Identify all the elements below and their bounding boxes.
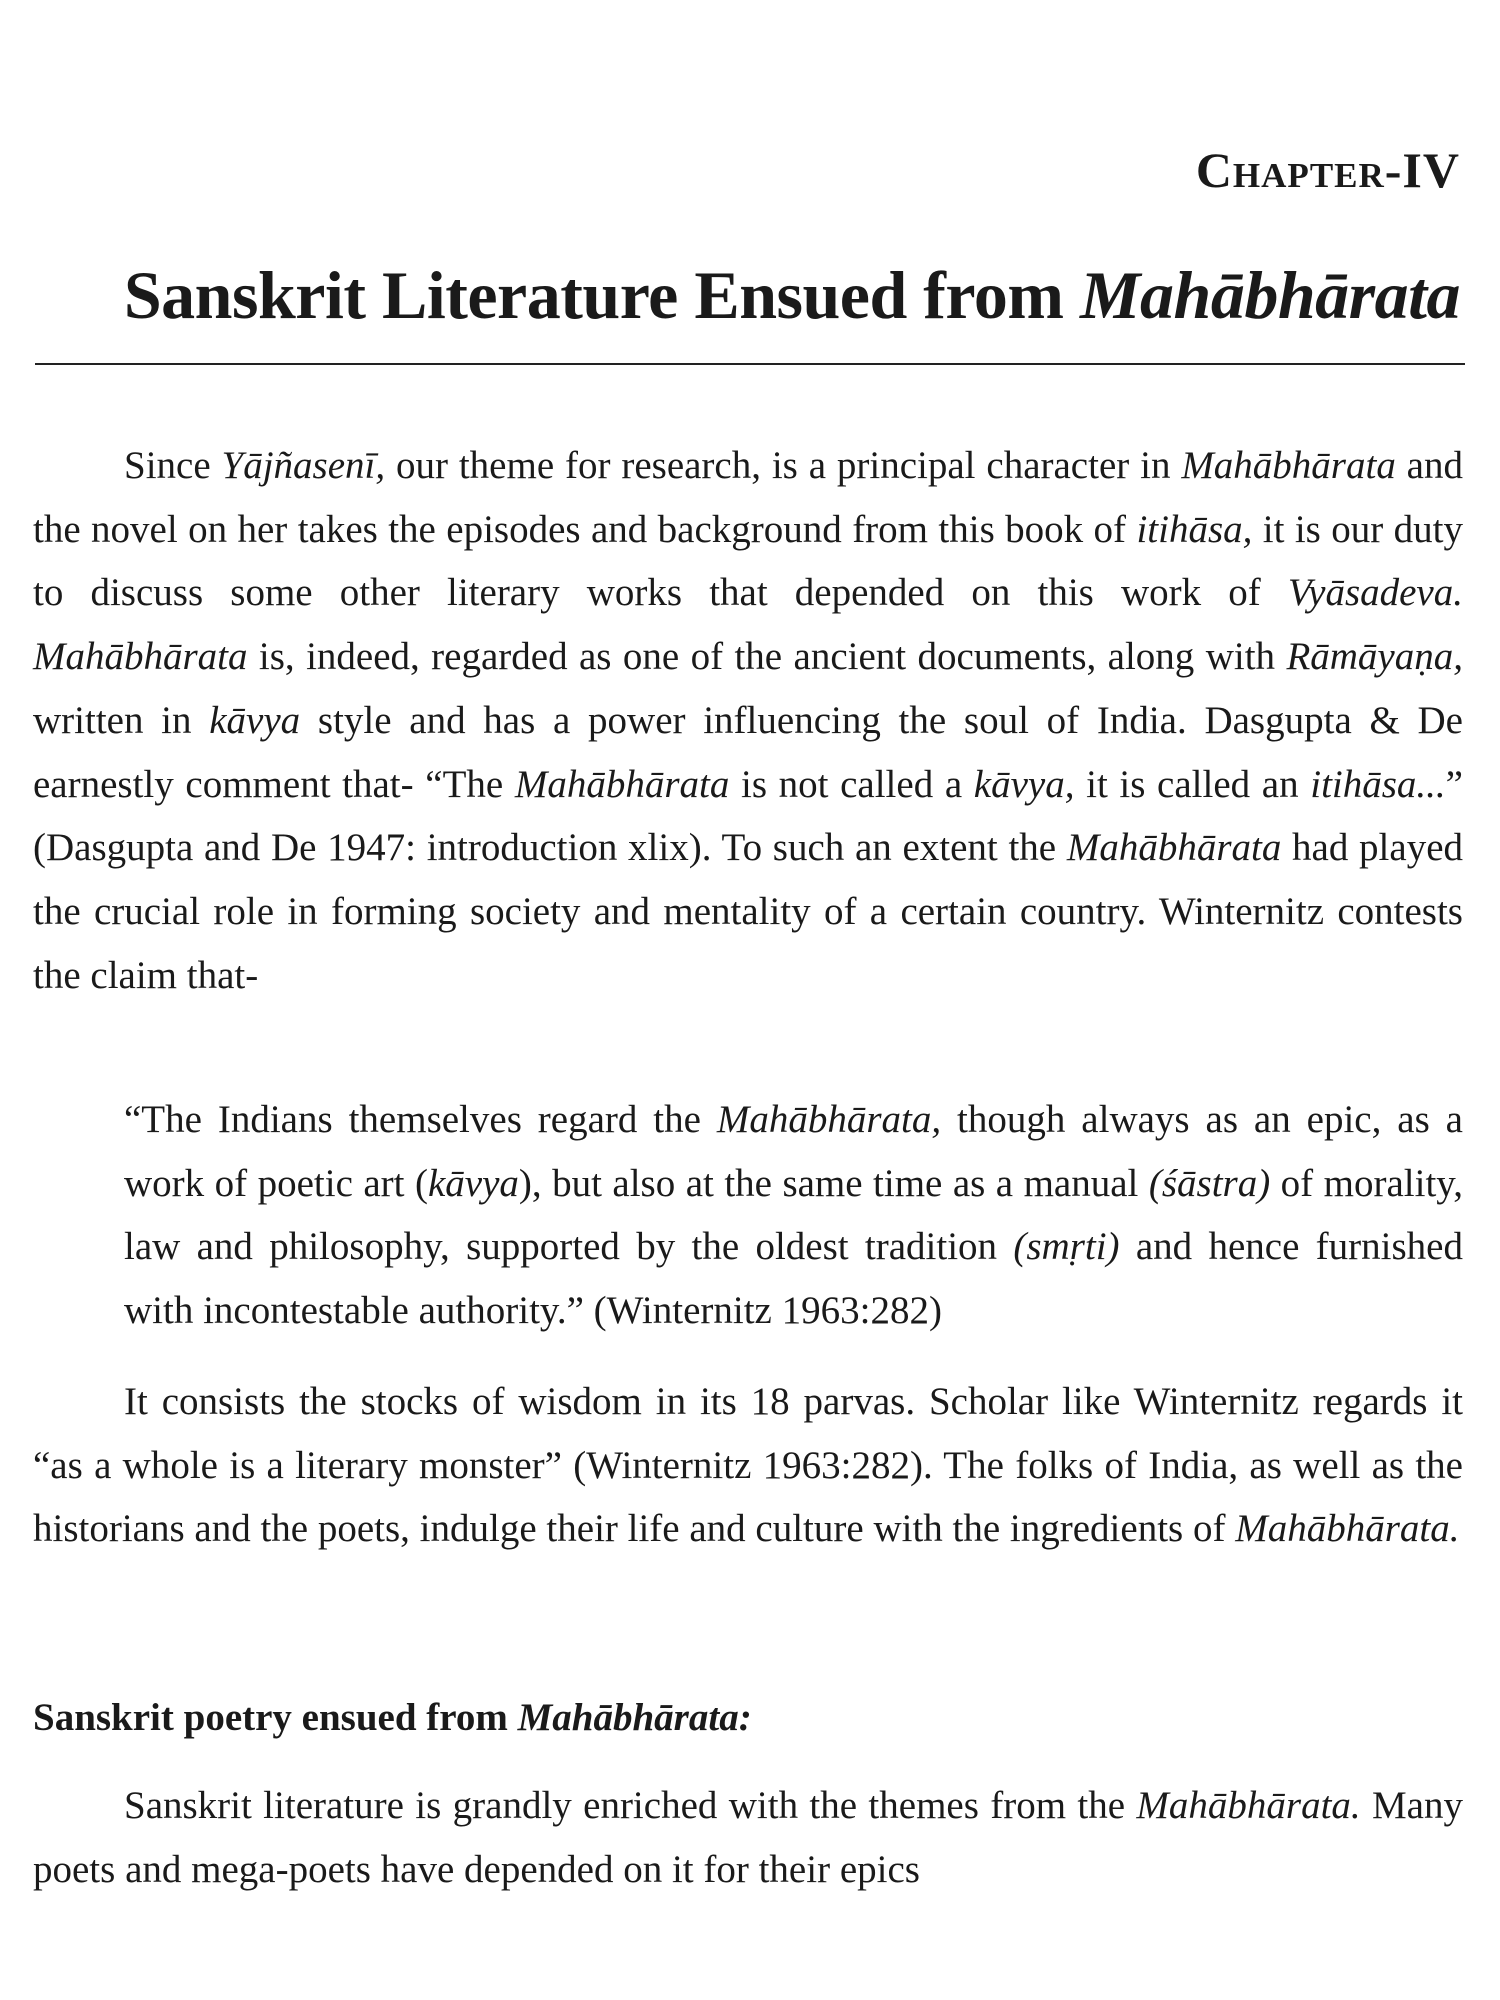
chapter-title (124, 255, 1460, 335)
chapter-title-italic: Mahābhārata (1080, 257, 1460, 333)
section-heading: Sanskrit poetry ensued from Mahābhārata: (33, 1696, 752, 1739)
chapter-title-text: Sanskrit Literature Ensued from (123, 257, 1081, 333)
wisdom-paragraph: It consists the stocks of wisdom in its 18 parvas. Scholar like Winternitz regards it “as a whole is a literary monster” (Winternitz 1963:282). The folks of India, as well as the historians and the poets, indulge their life and culture with the ingredients of Mahābhārata. (33, 1380, 1463, 1551)
block-quote: “The Indians themselves regard the Mahābhārata, though always as an epic, as a work of poetic art (kāvya), but also at the same time as a manual (śāstra) of morality, law and philosophy, supported by the oldest tradition (smṛti) and hence furnished with incontestable authority.” (Winternitz 1963:282) (124, 1098, 1463, 1332)
chapter-label: Chapter-IV (1195, 142, 1460, 198)
poetry-paragraph: Sanskrit literature is grandly enriched with the themes from the Mahābhārata. Many poets and mega-poets have depended on it for their epics (33, 1784, 1463, 1891)
intro-paragraph: Since Yājñasenī, our theme for research, is a principal character in Mahābhārata and the novel on her takes the episodes and background from this book of itihāsa, it is our duty to discuss some other literary works that depended on this work of Vyāsadeva. Mahābhārata is, indeed, regarded as one of the ancient documents, along with Rāmāyaṇa, written in kāvya style and has a power influencing the soul of India. Dasgupta & De earnestly comment that- “The Mahābhārata is not called a kāvya, it is called an itihāsa...” (Dasgupta and De 1947: introduction xlix). To such an extent the Mahābhārata had played the crucial role in forming society and mentality of a certain country. Winternitz contests the claim that- (33, 444, 1463, 997)
title-divider (35, 363, 1465, 365)
